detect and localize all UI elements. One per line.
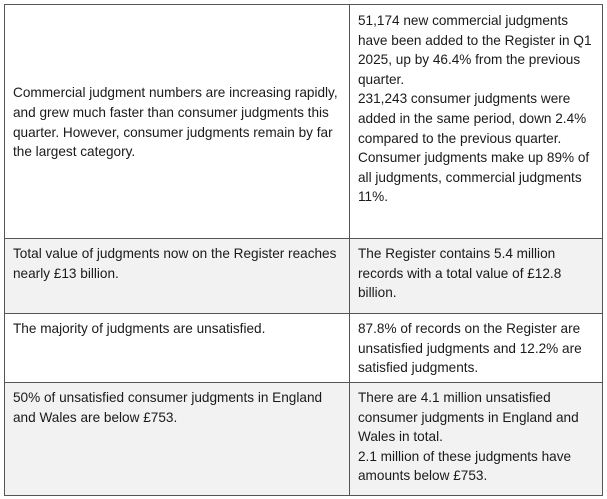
detail-line: There are 4.1 million unsatisfied consumer judgments in England and Wales in total.: [358, 390, 579, 445]
summary-cell: 50% of unsatisfied consumer judgments in England and Wales are below £753.: [5, 383, 350, 496]
detail-line: Consumer judgments make up 89% of all judgments, commercial judgments 11%.: [358, 150, 590, 205]
detail-line: The Register contains 5.4 million records with a total value of £12.8 billion.: [358, 246, 562, 301]
detail-line: 87.8% of records on the Register are unsatisfied judgments and 12.2% are satisfied judgments.: [358, 321, 582, 376]
table-row: [5, 5, 603, 239]
table-row: [5, 314, 603, 383]
summary-cell: The majority of judgments are unsatisfied.: [5, 314, 350, 383]
detail-cell: [350, 383, 603, 496]
detail-line: 231,243 consumer judgments were added in the same period, down 2.4% compared to the previous quarter.: [358, 91, 587, 146]
summary-cell: Commercial judgment numbers are increasing rapidly, and grew much faster than consumer judgments this quarter. However, consumer judgments remain by far the largest category.: [5, 5, 350, 239]
table-row: [5, 383, 603, 496]
detail-cell: [350, 5, 603, 239]
summary-cell: Total value of judgments now on the Register reaches nearly £13 billion.: [5, 239, 350, 314]
detail-cell: [350, 314, 603, 383]
table-row: [5, 239, 603, 314]
findings-table: [4, 4, 603, 496]
detail-line: 51,174 new commercial judgments have been added to the Register in Q1 2025, up by 46.4% from the previous quarter.: [358, 13, 592, 87]
detail-line: 2.1 million of these judgments have amounts below £753.: [358, 448, 572, 484]
detail-cell: [350, 239, 603, 314]
